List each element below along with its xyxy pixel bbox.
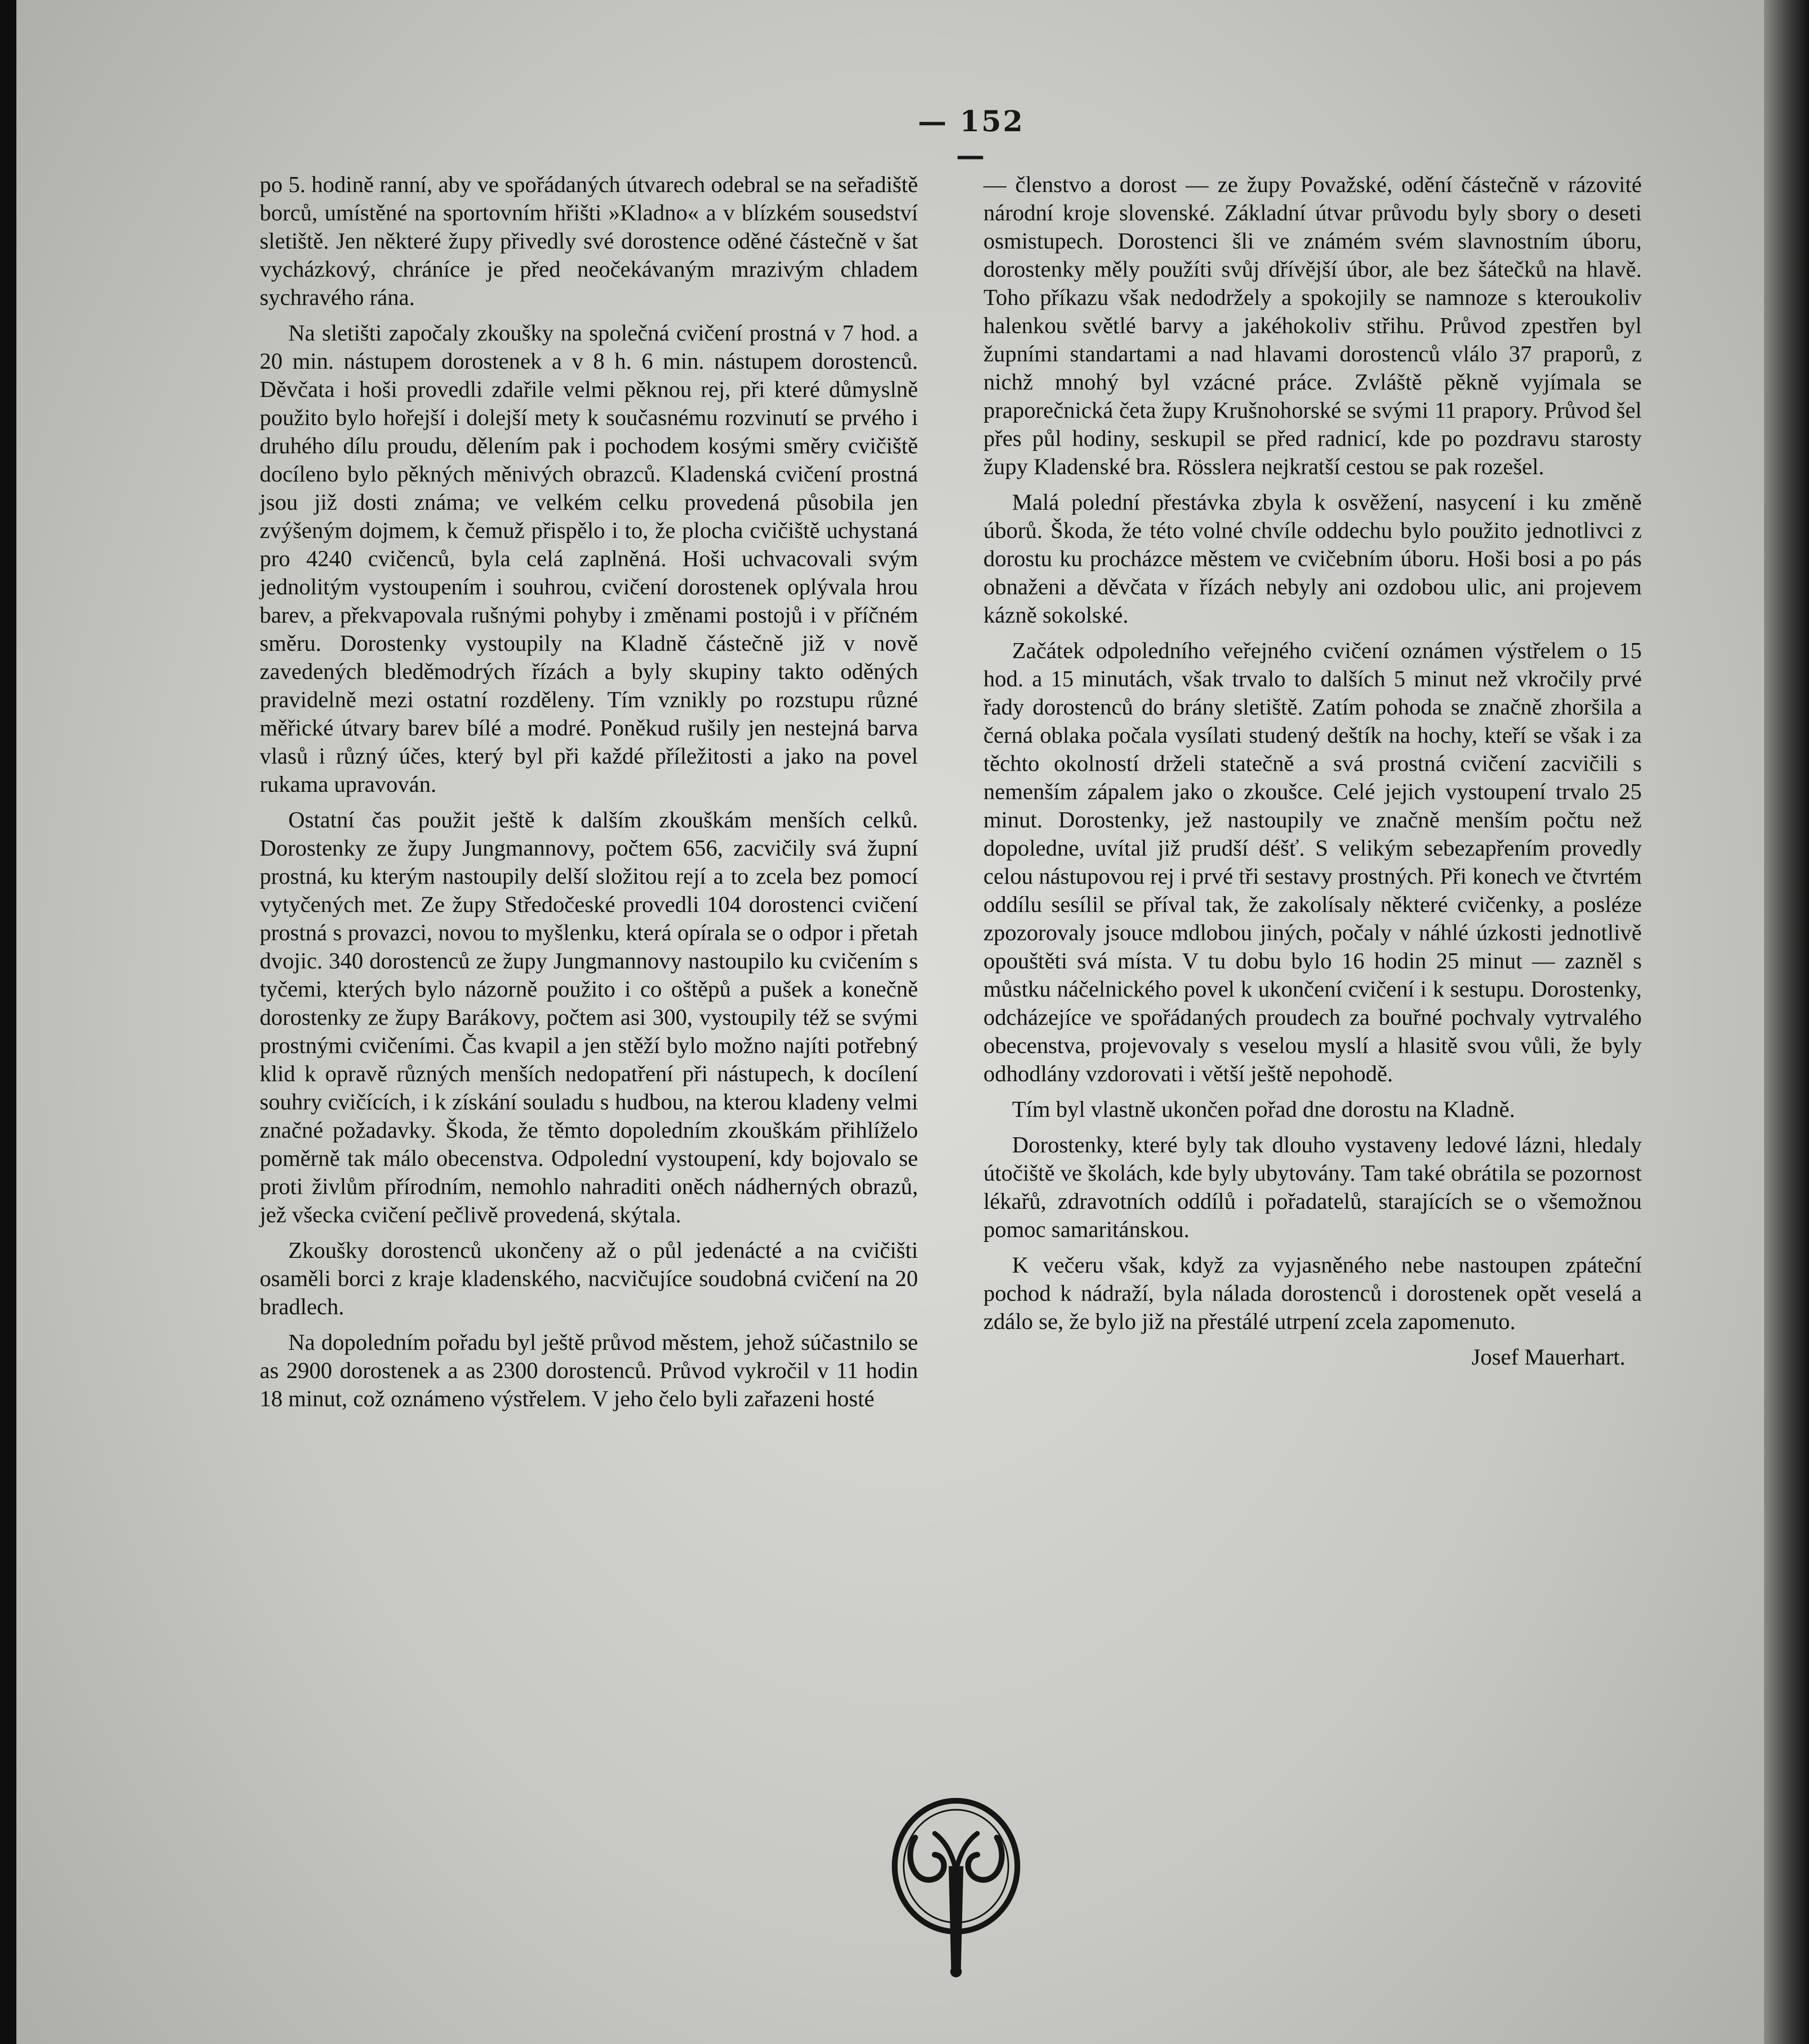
page-number: — 152 — <box>918 104 1025 172</box>
author-signature: Josef Mauerhart. <box>1471 1345 1625 1370</box>
paragraph: Malá polední přestávka zbyla k osvěžení, nasycení i ku změně úborů. Škoda, že této volné chvíle oddechu bylo použito jednotlivci z dorostu ku procházce městem ve cvičebním úboru. Hoši bosi a po pás obnaženi a děvčata v řízách nebyly ani ozdobou ulic, ani projevem kázně sokolské. <box>983 490 1642 628</box>
paragraph: Ostatní čas použit ještě k dalším zkouškám menších celků. Dorostenky ze župy Jungmannovy, počtem 656, zacvičily svá župní prostná, ku kterým nastoupily delší složitou rejí a to zcela bez pomocí vytyčených met. Ze župy Středočeské provedli 104 dorostenci cvičení prostná s provazci, novou to myšlenku, která opírala se o odpor i přetah dvojic. 340 dorostenců ze župy Jungmannovy nastoupilo ku cvičením s tyčemi, kterých bylo názorně použito i co oštěpů a pušek a konečně dorostenky ze župy Barákovy, počtem asi 300, vystoupily též se svými prostnými cvičeními. Čas kvapil a jen stěží bylo možno najíti potřebný klid k opravě různých menších nedopatření při nástupech, k docílení souhry cvičících, i k získání souladu s hudbou, na kterou kladeny velmi značné požadavky. Škoda, že těmto dopoledním zkouškám přihlíželo poměrně tak málo obecenstva. Odpolední vystoupení, kdy bojovalo se proti živlům přírodním, nemohlo nahraditi oněch nádherných obrazů, jež všecka cvičení pečlivě provedená, skýtala. <box>260 807 918 1228</box>
page-sheet <box>16 0 1787 2044</box>
paragraph: Dorostenky, které byly tak dlouho vystaveny ledové lázni, hledaly útočiště ve školách, kde byly ubytovány. Tam také obrátila se pozornost lékařů, zdravotních oddílů i pořadatelů, starajících se o všemožnou pomoc samaritánskou. <box>983 1132 1642 1242</box>
paragraph: Zkoušky dorostenců ukončeny až o půl jedenácté a na cvičišti osaměli borci z kraje kladenského, nacvičujíce soudobná cvičení na 20 bradlech. <box>260 1238 918 1320</box>
paragraph: po 5. hodině ranní, aby ve spořádaných útvarech odebral se na seřadiště borců, umístěné na sportovním hřišti »Kladno« a v blízkém sousedství sletiště. Jen některé župy přivedly své dorostence oděné částečně v šat vycházkový, chráníce je před neočekávaným mrazivým chladem sychravého rána. <box>260 172 918 310</box>
paragraph: Začátek odpoledního veřejného cvičení oznámen výstřelem o 15 hod. a 15 minutách, však trvalo to dalších 5 minut než vkročily prvé řady dorostenců do brány sletiště. Zatím pohoda se značně zhoršila a černá oblaka počala vysílati studený deštík na hochy, kteří se však i za těchto okolností drželi statečně a svá prostná cvičení zacvičili s nemenším zápalem jako o zkoušce. Celé jejich vystoupení trvalo 25 minut. Dorostenky, jež nastoupily ve značně menším počtu než dopoledne, uvítal již prudší déšť. S velikým sebezapřením provedly celou nástupovou rej i prvé tři sestavy prostných. Při konech ve čtvrtém oddílu sesílil se příval tak, že zakolísaly některé cvičenky, a posléze zpozorovaly jsouce mdlobou jiných, počaly v náhlé úzkosti jednotlivě opouštěti svá místa. V tu dobu bylo 16 hodin 25 minut — zazněl s můstku náčelnického povel k ukončení cvičení i k sestupu. Dorostenky, odcházejíce ve spořádaných proudech za bouřné pochvaly vytrvalého obecenstva, projevovaly s veselou myslí a hlasitě svou vůli, že byly odhodlány vzdorovati i větší ještě nepohodě. <box>983 638 1642 1087</box>
scan-edge-shadow <box>1764 0 1809 2044</box>
paragraph: Na dopoledním pořadu byl ještě průvod městem, jehož súčastnilo se as 2900 dorostenek a as 2300 dorostenců. Průvod vykročil v 11 hodin 18 minut, což oznámeno výstřelem. V jeho čelo byli zařazeni hosté <box>260 1330 918 1412</box>
text-column-left <box>260 171 918 1421</box>
paragraph: K večeru však, když za vyjasněného nebe nastoupen zpáteční pochod k nádraží, byla nálada dorostenců i dorostenek opět veselá a zdálo se, že bylo již na přestálé utrpení zcela zapomenuto. <box>983 1253 1642 1334</box>
paragraph: Na sletišti započaly zkoušky na společná cvičení prostná v 7 hod. a 20 min. nástupem dorostenek a v 8 h. 6 min. nástupem dorostenců. Děvčata i hoši provedli zdařile velmi pěknou rej, při které důmyslně použito bylo hořejší i dolejší mety k současnému rozvinutí se prvého i druhého dílu proudu, dělením pak i pochodem kosými směry cvičiště docíleno bylo pěkných měnivých obrazců. Kladenská cvičení prostná jsou již dosti známa; ve velkém celku provedená působila jen zvýšeným dojmem, k čemuž přispělo i to, že plocha cvičiště uchystaná pro 4240 cvičenců, byla celá zaplněná. Hoši uchvacovali svým jednolitým vystoupením i souhrou, cvičení dorostenek oplývala hrou barev, a překvapovala rušnými pohyby i změnami postojů i v příčném směru. Dorostenky vystoupily na Kladně částečně již v nově zavedených bleděmodrých řízách a byly skupiny takto oděných pravidelně mezi ostatní rozděleny. Tím vznikly po rozstupu různé měřické útvary barev bílé a modré. Poněkud rušily jen nestejná barva vlasů i různý účes, který byl při každé příležitosti a jako na povel rukama upravován. <box>260 320 918 797</box>
paragraph: Tím byl vlastně ukončen pořad dne dorostu na Kladně. <box>1012 1097 1515 1122</box>
sokol-emblem-icon <box>887 1788 1026 1985</box>
text-column-right <box>983 171 1642 1379</box>
paragraph: — členstvo a dorost — ze župy Považské, odění částečně v rázovité národní kroje slovenské. Základní útvar průvodu byly sbory o deseti osmistupech. Dorostenci šli ve známém svém slavnostním úboru, dorostenky měly použíti svůj dřívější úbor, ale bez šátečků na hlavě. Toho příkazu však nedodržely a spokojily se namnoze s kteroukoliv halenkou světlé barvy a jakéhokoliv střihu. Průvod zpestřen byl župními standartami a nad hlavami dorostenců vlálo 37 praporů, z nichž mnohý byl vzácné práce. Zvláště pěkně vyjímala se praporečnická četa župy Krušnohorské se svými 11 prapory. Průvod šel přes půl hodiny, seskupil se před radnicí, kde po pozdravu starosty župy Kladenské bra. Rösslera nejkratší cestou se pak rozešel. <box>983 172 1642 480</box>
